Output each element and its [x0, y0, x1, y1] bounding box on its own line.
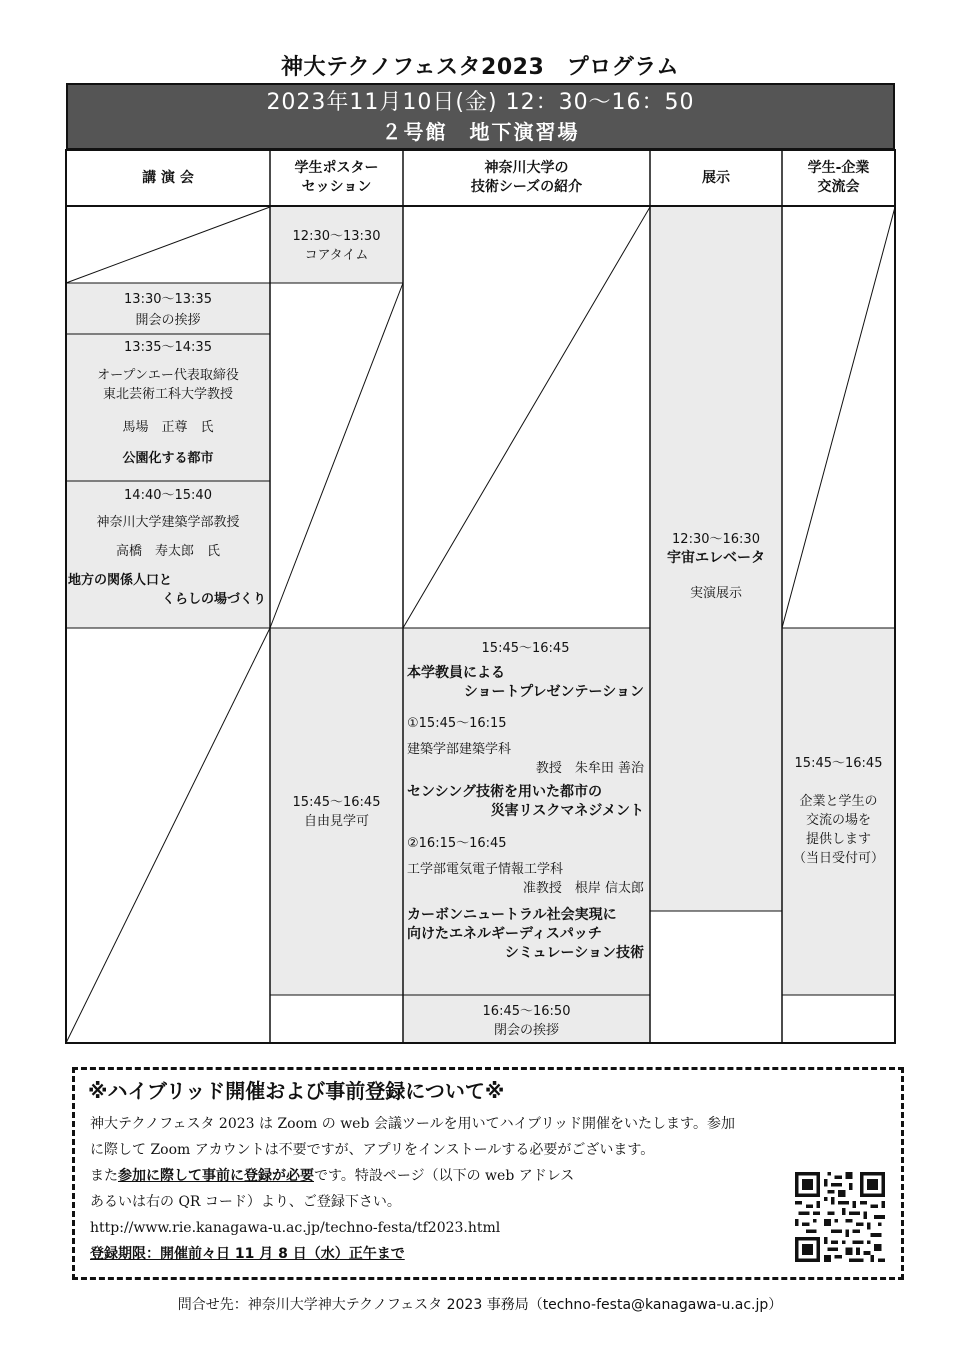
talk2-topic-line1: 地方の関係人口と: [68, 573, 173, 588]
header-poster-line2: セッション: [301, 179, 372, 195]
p2-title-line3: シミュレーション技術: [504, 945, 644, 961]
header-exchange-line2: 交流会: [817, 179, 860, 195]
exhibit-space-elevator: [650, 530, 782, 603]
poster-free-time: 15:45〜16:45: [292, 795, 381, 810]
talk2-topic-line2: くらしの場づくり: [161, 592, 266, 607]
event-date-time: 2023年11月10日(金) 12：30〜16：50: [266, 90, 695, 115]
header-poster-line1: 学生ポスター: [294, 160, 379, 176]
header-lecture: [66, 150, 270, 206]
talk2-time: 14:40〜15:40: [124, 488, 212, 503]
exhibit-note: 実演展示: [689, 586, 742, 601]
p2-dept: 工学部電気電子情報工学科: [407, 862, 564, 877]
exchange-line1: 企業と学生の: [799, 794, 878, 809]
registration-deadline: 登録期限：開催前々日 11 月 8 日（水）正午まで: [90, 1246, 405, 1262]
talk1-affil1: オープンエー代表取締役: [97, 368, 239, 383]
exchange-time: 15:45〜16:45: [794, 756, 883, 771]
notice-title: ※ハイブリッド開催および事前登録について※: [88, 1079, 505, 1103]
lecture-opening: [66, 290, 270, 330]
registration-url-link[interactable]: http://www.rie.kanagawa-u.ac.jp/techno-festa/tf2023.html: [90, 1220, 501, 1236]
lecture-talk1: [66, 338, 270, 468]
lecture-opening-title: 開会の挨拶: [135, 313, 201, 328]
p1-person: 教授 朱牟田 善治: [535, 761, 644, 776]
exhibit-title: 宇宙エレベータ: [667, 550, 765, 566]
header-seeds-line1: 神奈川大学の: [484, 160, 569, 176]
closing-title: 閉会の挨拶: [493, 1023, 559, 1038]
notice-required: 参加に際して事前に登録が必要: [118, 1168, 314, 1184]
exchange-line3: 提供します: [805, 832, 871, 847]
exchange-line4: （当日受付可）: [792, 851, 884, 866]
lecture-opening-time: 13:30〜13:35: [124, 292, 212, 307]
p1-dept: 建築学部建築学科: [407, 742, 512, 757]
poster-core-time-text: 12:30〜13:30: [292, 229, 381, 244]
seeds-closing: [403, 1002, 650, 1040]
poster-core-label: コアタイム: [304, 248, 369, 263]
exhibit-time: 12:30〜16:30: [672, 532, 760, 547]
contact-footer: 問合せ先：神奈川大学神大テクノフェスタ 2023 事務局（techno-festa@kanagawa-u.ac.jp）: [177, 1297, 783, 1313]
talk1-topic: 公園化する都市: [122, 451, 214, 466]
exchange-line2: 交流の場を: [805, 813, 871, 828]
p2-title-line1: カーボンニュートラル社会実現に: [407, 907, 617, 923]
seeds-heading-line2: ショートプレゼンテーション: [463, 684, 644, 700]
notice-line2: に際して Zoom アカウントは不要ですが、アプリをインストールする必要がございます。: [90, 1142, 655, 1158]
talk1-time: 13:35〜14:35: [124, 340, 212, 355]
p2-person: 准教授 根岸 信太郎: [522, 881, 644, 896]
header-poster: [270, 150, 403, 206]
seeds-heading-line1: 本学教員による: [407, 665, 505, 681]
event-venue: ２号館 地下演習場: [381, 120, 580, 144]
p1-title-line1: センシング技術を用いた都市の: [407, 784, 603, 800]
p1-time: ①15:45〜16:15: [407, 716, 507, 731]
header-exchange-line1: 学生-企業: [807, 160, 870, 176]
header-exchange: [782, 150, 895, 206]
talk1-affil2: 東北芸術工科大学教授: [102, 387, 233, 402]
header-exhibit-label: 展示: [702, 169, 730, 186]
p2-time: ②16:15〜16:45: [407, 836, 507, 851]
notice-line3-c: です。特設ページ（以下の web アドレス: [314, 1168, 575, 1184]
notice-line1: 神大テクノフェスタ 2023 は Zoom の web 会議ツールを用いてハイブリッド開催をいたします。参加: [90, 1116, 735, 1132]
poster-free-visit: [270, 793, 403, 831]
talk2-speaker: 高橋 寿太郎 氏: [115, 544, 220, 559]
p1-title-line2: 災害リスクマネジメント: [490, 803, 644, 819]
talk1-speaker: 馬場 正尊 氏: [122, 420, 214, 435]
closing-time: 16:45〜16:50: [482, 1004, 571, 1019]
exchange-session: [782, 754, 895, 868]
page-title: 神大テクノフェスタ2023 プログラム: [280, 55, 680, 80]
header-seeds: [403, 150, 650, 206]
p2-title-line2: 向けたエネルギーディスパッチ: [407, 926, 602, 942]
lecture-talk2: [66, 486, 270, 609]
header-lecture-label: 講 演 会: [142, 169, 194, 186]
seeds-time: 15:45〜16:45: [481, 641, 570, 656]
notice-line3-a: また: [90, 1168, 118, 1184]
header-seeds-line2: 技術シーズの紹介: [470, 179, 583, 195]
header-exhibit: [650, 150, 782, 206]
seeds-presentations: [403, 639, 650, 963]
notice-line4: あるいは右の QR コード）より、ご登録下さい。: [90, 1194, 401, 1210]
talk2-affil: 神奈川大学建築学部教授: [96, 515, 240, 530]
poster-free-label: 自由見学可: [303, 814, 369, 829]
qr-code-icon[interactable]: [795, 1172, 885, 1262]
notice-body: [90, 1111, 890, 1267]
notice-line3: [90, 1163, 890, 1189]
poster-core-time: [270, 227, 403, 265]
